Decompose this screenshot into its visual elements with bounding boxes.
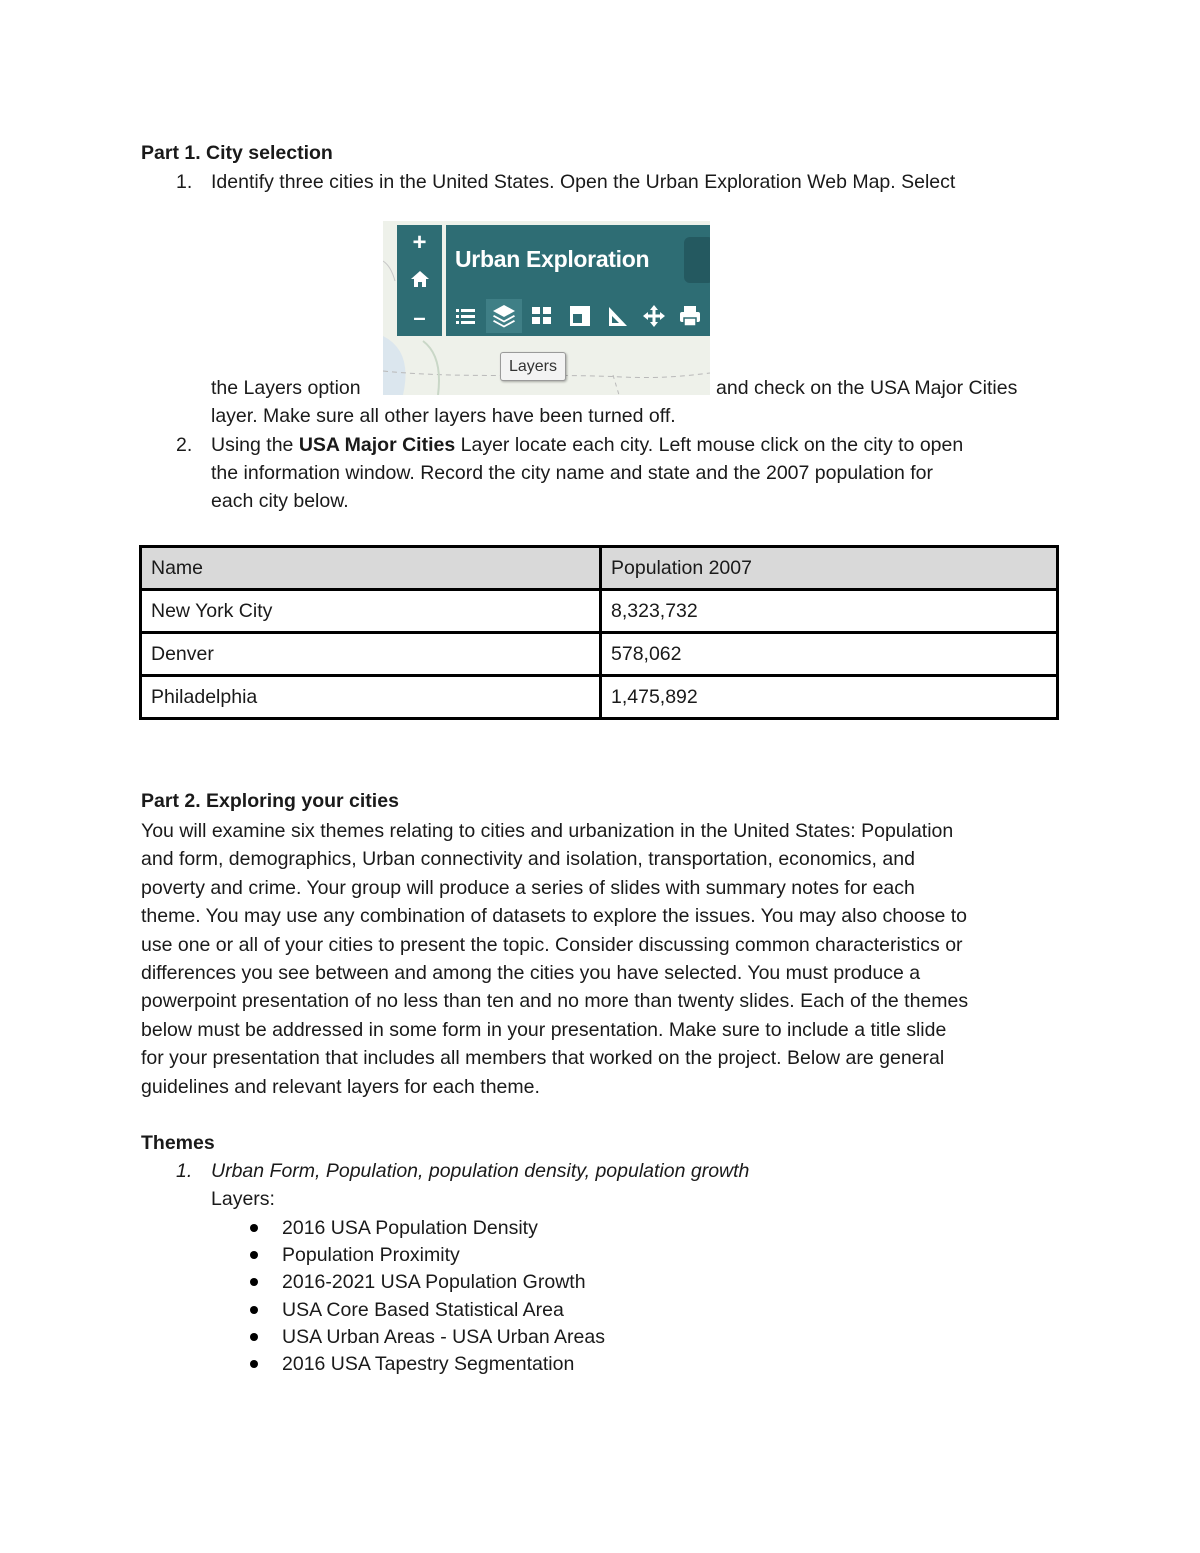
app-title: Urban Exploration <box>455 246 650 272</box>
move-arrows-icon <box>636 299 672 333</box>
step1-line2-start: the Layers option <box>211 377 361 399</box>
printer-icon <box>672 299 708 333</box>
paragraph-line: guidelines and relevant layers for each theme. <box>141 1075 540 1098</box>
layers-tool[interactable] <box>486 299 522 333</box>
app-header <box>446 225 710 296</box>
paragraph-line: powerpoint presentation of no less than ten and no more than twenty slides. Each of the themes <box>141 990 969 1013</box>
print-tool[interactable] <box>672 299 708 333</box>
bullet-icon <box>250 1278 258 1286</box>
part2-heading: Part 2. Exploring your cities <box>141 790 399 812</box>
overview-tool[interactable] <box>562 299 598 333</box>
legend-tool[interactable] <box>448 299 484 333</box>
theme1-title: Urban Form, Population, population density, population growth <box>211 1160 750 1182</box>
paragraph-line: poverty and crime. Your group will produce a series of slides with summary notes for each <box>141 876 915 899</box>
table-row <box>141 590 1058 633</box>
step1-line2-end: and check on the USA Major Cities <box>716 377 1018 399</box>
themes-heading: Themes <box>141 1132 215 1154</box>
paragraph-line: for your presentation that includes all members that worked on the project. Below are general <box>141 1047 945 1070</box>
basemap-grid-icon <box>524 299 560 333</box>
population-cell: 578,062 <box>601 633 1058 676</box>
list-icon <box>448 299 484 333</box>
ruler-triangle-icon <box>599 299 635 333</box>
step2-layer-name: USA Major Cities <box>298 434 456 456</box>
web-map-screenshot <box>383 221 710 395</box>
paragraph-line: below must be addressed in some form in your presentation. Make sure to include a title slide <box>141 1018 947 1041</box>
step2-text-a: Using the <box>211 434 294 456</box>
zoom-control <box>397 225 442 336</box>
table-header-row <box>141 547 1058 590</box>
bullet-icon <box>250 1306 258 1314</box>
step2-line3: each city below. <box>211 490 349 512</box>
paragraph-line: use one or all of your cities to present the topic. Consider discussing common characteristics or <box>141 933 963 956</box>
table-row <box>141 676 1058 719</box>
overview-map-icon <box>562 299 598 333</box>
header-population: Population 2007 <box>601 547 1058 590</box>
bullet-icon <box>250 1333 258 1341</box>
step2-line2: the information window. Record the city name and state and the 2007 population for <box>211 462 933 484</box>
theme1-layer-item: Population Proximity <box>282 1244 460 1266</box>
city-name-cell: Philadelphia <box>141 676 601 719</box>
header-dropdown[interactable] <box>684 237 710 283</box>
city-name-cell: Denver <box>141 633 601 676</box>
zoom-in-button[interactable]: + <box>412 229 427 256</box>
paragraph-line: theme. You may use any combination of datasets to explore the issues. You may also choose to <box>141 905 968 928</box>
share-tool[interactable] <box>636 299 672 333</box>
part1-heading: Part 1. City selection <box>141 142 333 164</box>
city-name-cell: New York City <box>141 590 601 633</box>
step2-number: 2. <box>176 434 193 456</box>
step1-line1: Identify three cities in the United States. Open the Urban Exploration Web Map. Select <box>211 171 956 193</box>
home-button[interactable] <box>397 269 442 294</box>
paragraph-line: and form, demographics, Urban connectivity and isolation, transportation, economics, and <box>141 848 915 871</box>
bullet-icon <box>250 1224 258 1232</box>
layers-icon <box>486 299 522 333</box>
bullet-icon <box>250 1251 258 1259</box>
population-cell: 8,323,732 <box>601 590 1058 633</box>
zoom-out-button[interactable]: – <box>413 305 426 330</box>
measure-tool[interactable] <box>599 299 635 333</box>
theme1-layer-item: USA Core Based Statistical Area <box>282 1299 564 1321</box>
bullet-icon <box>250 1360 258 1368</box>
part2-paragraph <box>141 817 1081 1101</box>
map-toolbar <box>446 296 710 336</box>
paragraph-line: You will examine six themes relating to cities and urbanization in the United States: Population <box>141 820 954 842</box>
step1-number: 1. <box>176 171 193 193</box>
theme1-layer-item: USA Urban Areas - USA Urban Areas <box>282 1326 605 1348</box>
home-icon <box>410 269 430 289</box>
paragraph-line: differences you see between and among the cities you have selected. You must produce a <box>141 962 921 985</box>
header-name: Name <box>141 547 601 590</box>
population-cell: 1,475,892 <box>601 676 1058 719</box>
step2-text-b: Layer locate each city. Left mouse click on the city to open <box>460 434 964 456</box>
theme1-number: 1. <box>176 1160 193 1182</box>
layers-tooltip: Layers <box>500 352 566 381</box>
theme1-layer-item: 2016 USA Tapestry Segmentation <box>282 1353 575 1375</box>
table-row <box>141 633 1058 676</box>
step1-line3: layer. Make sure all other layers have been turned off. <box>211 405 676 427</box>
theme1-layer-item: 2016-2021 USA Population Growth <box>282 1271 586 1293</box>
basemap-gallery-tool[interactable] <box>524 299 560 333</box>
theme1-layer-item: 2016 USA Population Density <box>282 1217 538 1239</box>
theme1-layers-label: Layers: <box>211 1188 275 1210</box>
step2-line1 <box>211 431 963 459</box>
city-population-table <box>139 545 1059 720</box>
